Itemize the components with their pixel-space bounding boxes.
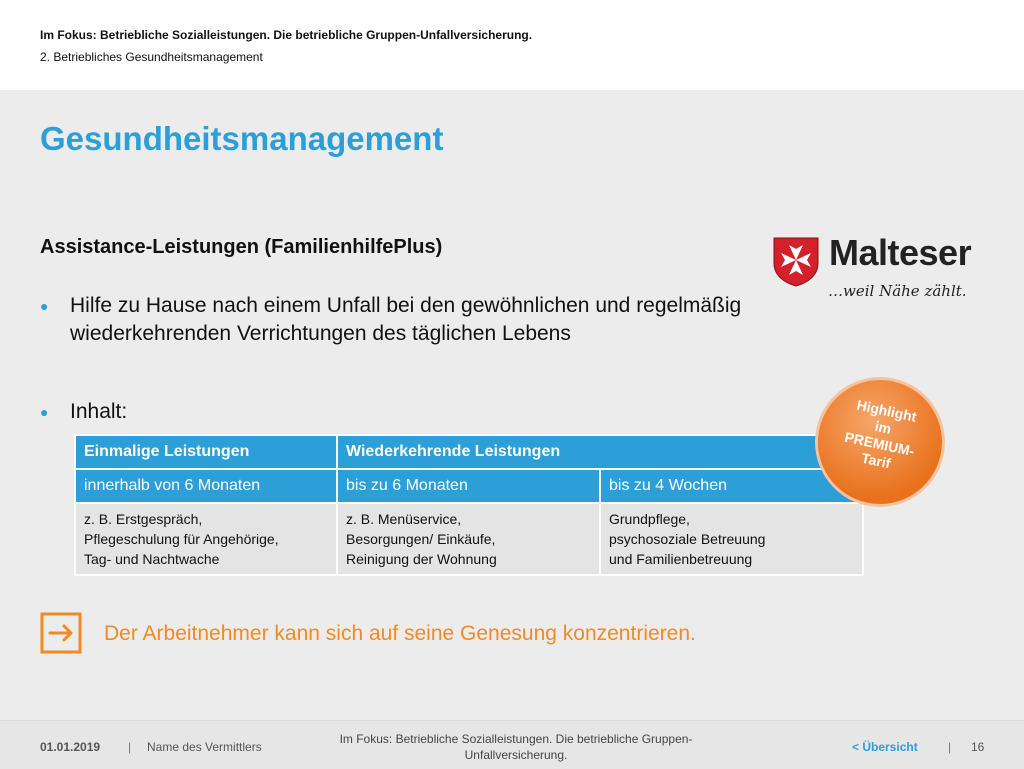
header-bar: [0, 0, 1024, 90]
table-cell: Grundpflege, psychosoziale Betreuung und Familienbetreuung: [600, 503, 863, 575]
bullet-dot-icon: ●: [40, 404, 49, 420]
overview-link[interactable]: < Übersicht: [852, 740, 918, 754]
premium-badge-text: Highlight im PREMIUM- Tarif: [843, 396, 918, 472]
footer-separator: |: [948, 740, 952, 754]
bullet-dot-icon: ●: [40, 298, 49, 314]
footer-vermittler: Name des Vermittlers: [147, 740, 262, 754]
page-number: 16: [971, 740, 985, 754]
page-title: Gesundheitsmanagement: [40, 120, 444, 157]
bullet-text: Hilfe zu Hause nach einem Unfall bei den gewöhnlichen und regelmäßig wiederkehrenden Verrichtungen des täglichen Lebens: [70, 294, 742, 345]
conclusion-note: Der Arbeitnehmer kann sich auf seine Genesung konzentrieren.: [104, 622, 696, 645]
header-subtitle: 2. Betriebliches Gesundheitsmanagement: [40, 50, 263, 64]
table-subheader-cell: bis zu 6 Monaten: [337, 469, 600, 503]
table-subheader-cell: innerhalb von 6 Monaten: [75, 469, 337, 503]
footer-bar: [0, 720, 1024, 769]
footer-date: 01.01.2019: [40, 740, 101, 754]
table-header-cell: Einmalige Leistungen: [75, 435, 337, 469]
arrow-right-box-icon: [40, 612, 82, 654]
bullet-item: [40, 292, 760, 382]
bullet-item: [40, 398, 240, 428]
header-title: Im Fokus: Betriebliche Sozialleistungen. Die betriebliche Gruppen-Unfallversicherung.: [40, 28, 533, 42]
table-header-cell: Wiederkehrende Leistungen: [337, 435, 863, 469]
table-subheader-row: [75, 469, 863, 503]
logo-tagline: …weil Nähe zählt.: [828, 282, 967, 300]
bullet-text: Inhalt:: [70, 400, 128, 423]
malteser-logo: [773, 232, 993, 312]
footer-separator: |: [128, 740, 132, 754]
table-subheader-cell: bis zu 4 Wochen: [600, 469, 863, 503]
table-cell: z. B. Erstgespräch, Pflegeschulung für Angehörige, Tag- und Nachtwache: [75, 503, 337, 575]
logo-brand: Malteser: [829, 232, 972, 273]
table-row: [75, 503, 863, 575]
table-header-row: [75, 435, 863, 469]
section-heading: Assistance-Leistungen (FamilienhilfePlus): [40, 236, 443, 258]
maltese-cross-shield-icon: [773, 237, 819, 287]
services-table: [74, 434, 864, 576]
footer-title: Im Fokus: Betriebliche Sozialleistungen. Die betriebliche Gruppen-Unfallversicherung.: [339, 732, 693, 762]
table-cell: z. B. Menüservice, Besorgungen/ Einkäufe, Reinigung der Wohnung: [337, 503, 600, 575]
